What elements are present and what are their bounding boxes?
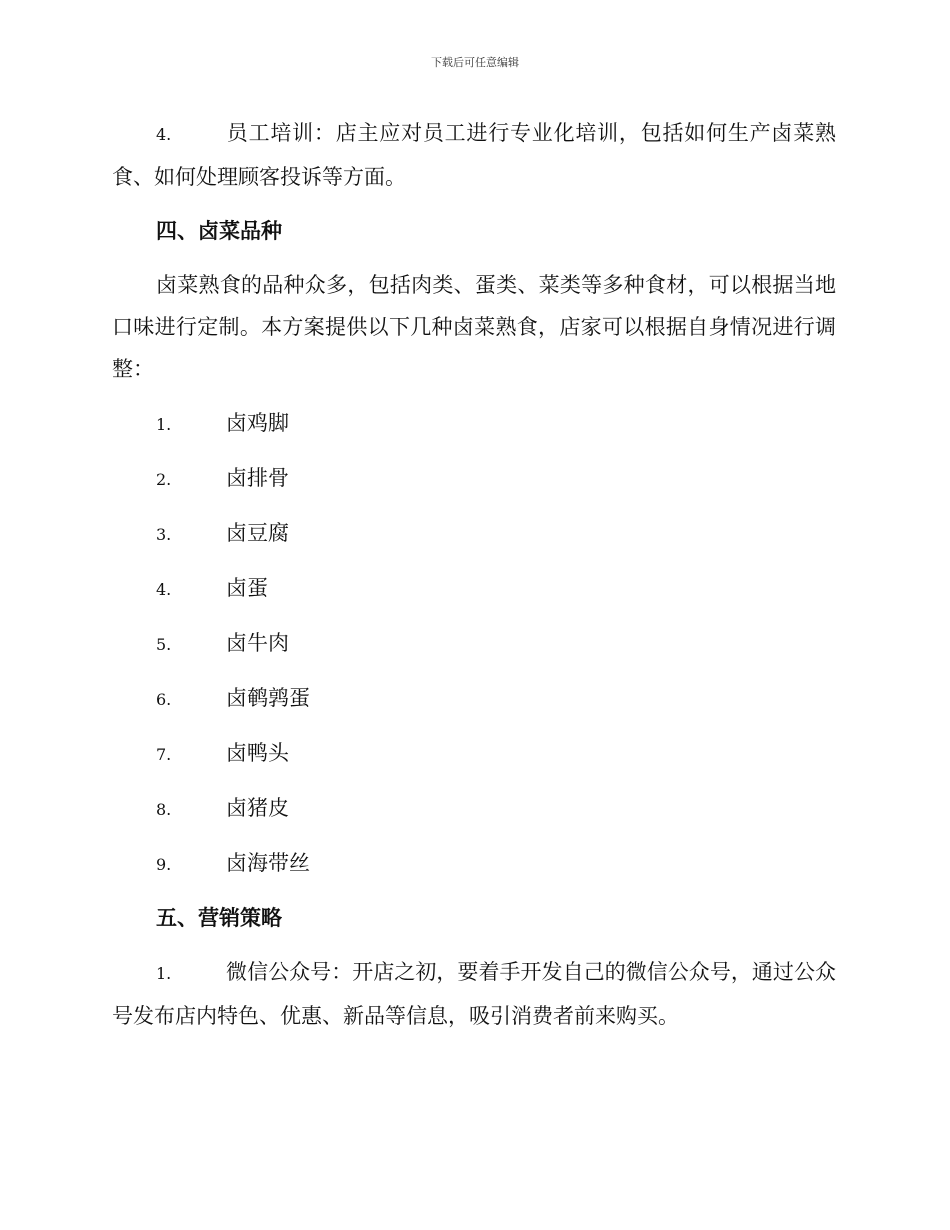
list-item-label: 卤排骨 xyxy=(226,466,289,490)
list-item-number: 6. xyxy=(156,690,172,709)
training-paragraph xyxy=(112,112,836,198)
list-item-label: 卤猪皮 xyxy=(226,796,289,820)
marketing-item-text: 微信公众号：开店之初，要着手开发自己的微信公众号，通过公众号发布店内特色、优惠、新品等信息，吸引消费者前来购买。 xyxy=(112,960,836,1028)
training-text: 员工培训：店主应对员工进行专业化培训，包括如何生产卤菜熟食、如何处理顾客投诉等方面。 xyxy=(112,121,836,189)
list-item xyxy=(112,567,836,609)
list-item xyxy=(112,512,836,554)
training-number: 4. xyxy=(156,125,172,144)
list-item-number: 3. xyxy=(156,525,172,544)
varieties-intro: 卤菜熟食的品种众多，包括肉类、蛋类、菜类等多种食材，可以根据当地口味进行定制。本方案提供以下几种卤菜熟食，店家可以根据自身情况进行调整： xyxy=(112,273,836,381)
document-body xyxy=(112,112,836,1049)
list-item-label: 卤海带丝 xyxy=(226,851,310,875)
varieties-list xyxy=(112,402,836,884)
list-item-label: 卤鸭头 xyxy=(226,741,289,765)
list-item xyxy=(112,787,836,829)
list-item-label: 卤牛肉 xyxy=(226,631,289,655)
page-header: 下载后可任意编辑 xyxy=(431,56,519,69)
list-item-label: 卤鹌鹑蛋 xyxy=(226,686,310,710)
list-item xyxy=(112,677,836,719)
marketing-heading: 五、营销策略 xyxy=(156,906,282,930)
list-item xyxy=(112,402,836,444)
marketing-item-number: 1. xyxy=(156,964,172,983)
list-item-number: 9. xyxy=(156,855,172,874)
list-item-number: 7. xyxy=(156,745,172,764)
list-item-number: 2. xyxy=(156,470,172,489)
list-item-number: 4. xyxy=(156,580,172,599)
list-item-label: 卤蛋 xyxy=(226,576,268,600)
list-item xyxy=(112,732,836,774)
list-item-number: 5. xyxy=(156,635,172,654)
list-item xyxy=(112,842,836,884)
list-item-number: 1. xyxy=(156,415,172,434)
list-item-label: 卤鸡脚 xyxy=(226,411,289,435)
marketing-item-paragraph xyxy=(112,951,836,1037)
list-item xyxy=(112,622,836,664)
list-item-label: 卤豆腐 xyxy=(226,521,289,545)
varieties-heading: 四、卤菜品种 xyxy=(156,219,282,243)
list-item xyxy=(112,457,836,499)
list-item-number: 8. xyxy=(156,800,172,819)
